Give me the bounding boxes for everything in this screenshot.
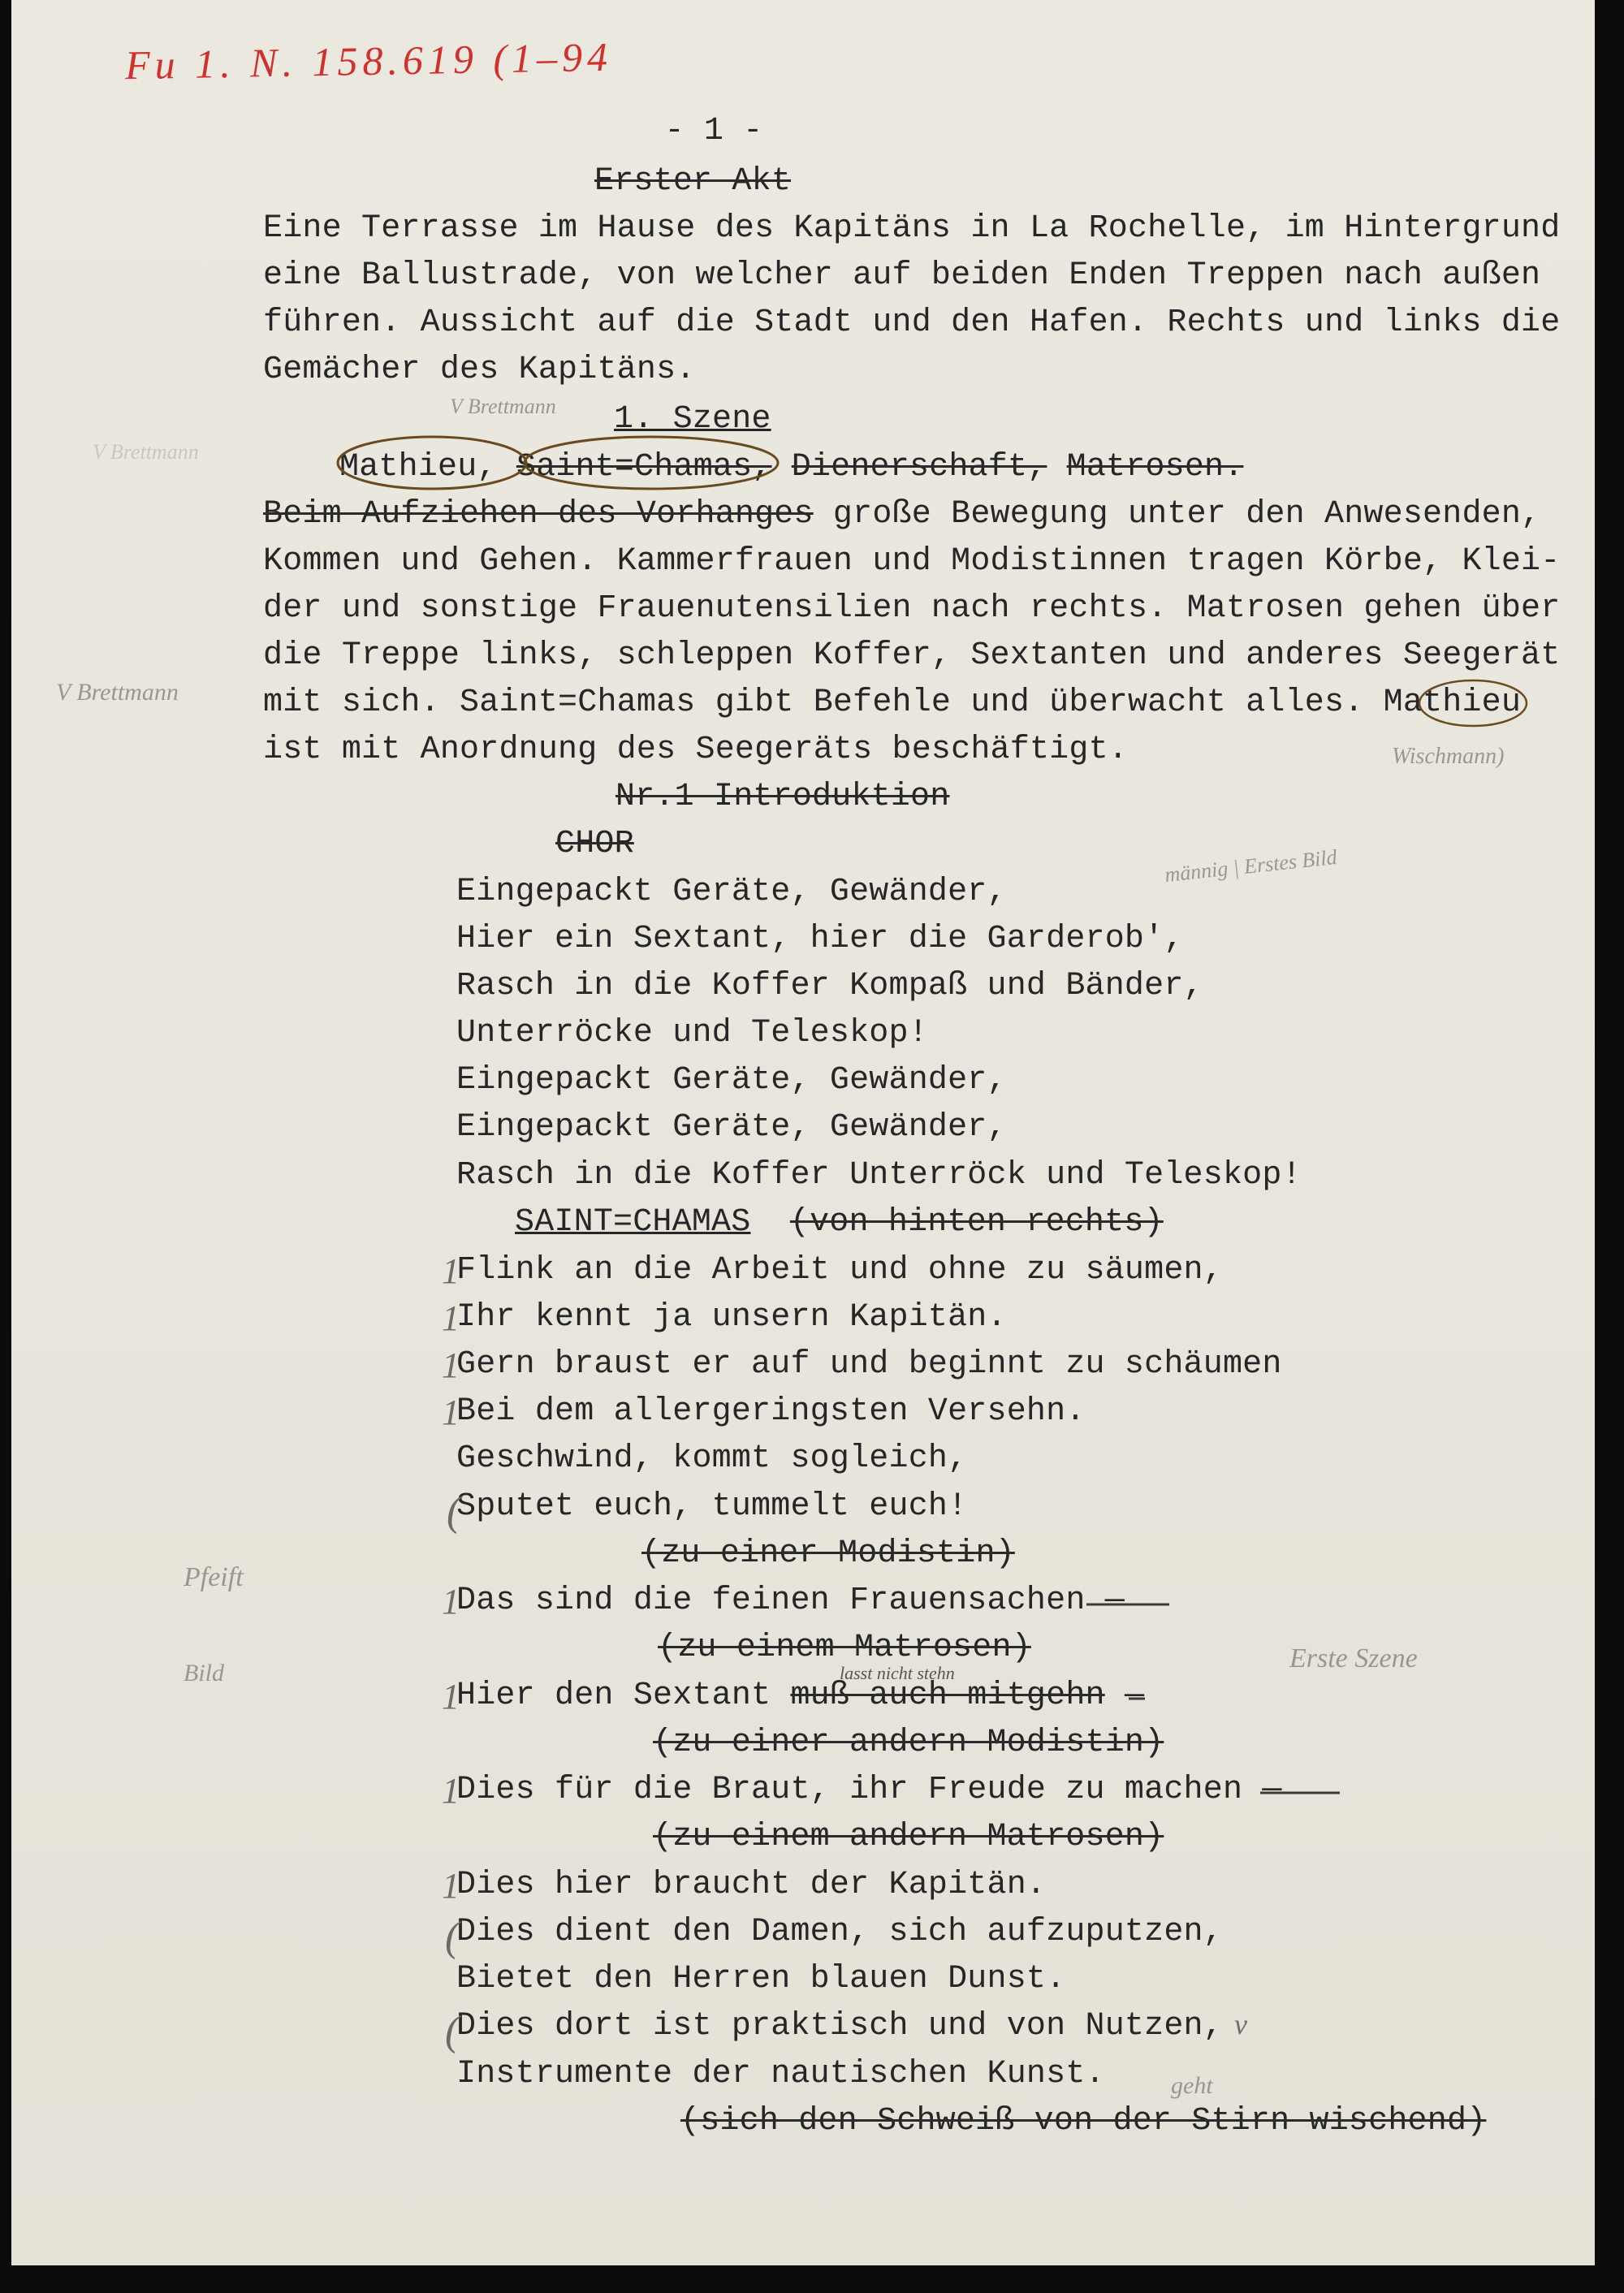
chorus-line: Eingepackt Geräte, Gewänder, — [456, 1109, 1007, 1146]
pencil-note-left-sich: V Brettmann — [56, 679, 179, 706]
margin-tick: 1 — [442, 1677, 460, 1717]
document-page — [11, 0, 1595, 2265]
pencil-note-right-matrosen: Erste Szene — [1289, 1643, 1418, 1673]
pencil-note-right-mathieu: Wischmann) — [1392, 744, 1505, 769]
cast-saint-chamas: Saint=Chamas, — [516, 449, 772, 486]
pencil-note-left-cast: V Brettmann — [93, 440, 199, 464]
margin-tick: 1 — [442, 1582, 460, 1622]
verse-line: Bietet den Herren blauen Dunst. — [456, 1961, 1066, 1997]
scene-direction-line: ist mit Anordnung des Seegeräts beschäftigt. — [263, 732, 1128, 768]
cast-matrosen: Matrosen. — [1066, 449, 1244, 486]
margin-tick: 1 — [442, 1298, 460, 1338]
pencil-note-top-cast: V Brettmann — [450, 395, 556, 418]
margin-bracket: ( — [445, 2008, 460, 2054]
verse-line: Flink an die Arbeit und ohne zu säumen, — [456, 1252, 1223, 1289]
margin-check: v — [1234, 2008, 1247, 2040]
verse-line: Ihr kennt ja unsern Kapitän. — [456, 1299, 1007, 1336]
verse-line: Dies hier braucht der Kapitän. — [456, 1867, 1047, 1903]
chorus-line: Unterröcke und Teleskop! — [456, 1015, 928, 1051]
pencil-note-left-mid2: Bild — [184, 1660, 224, 1686]
circle-mathieu-right — [1419, 680, 1527, 726]
handwritten-markup — [11, 0, 1595, 2265]
circle-saint-chamas — [525, 437, 778, 489]
direction-modistin: (zu einer Modistin) — [641, 1535, 1015, 1572]
margin-tick: 1 — [442, 1771, 460, 1811]
margin-tick: 1 — [442, 1345, 460, 1385]
direction-andere-matrosen: (zu einem andern Matrosen) — [653, 1819, 1164, 1855]
verse-line: Gern braust er auf und beginnt zu schäumen — [456, 1346, 1282, 1383]
verse-line: Dies dort ist praktisch und von Nutzen, — [456, 2008, 1223, 2045]
chorus-line: Eingepackt Geräte, Gewänder, — [456, 874, 1007, 910]
stage-direction-line: eine Ballustrade, von welcher auf beiden Enden Treppen nach außen — [263, 257, 1541, 294]
verse-line: Dies dient den Damen, sich aufzuputzen, — [456, 1914, 1223, 1950]
direction-matrosen: (zu einem Matrosen) — [658, 1630, 1031, 1666]
pencil-note-right-chor: männig | Erstes Bild — [1164, 844, 1338, 887]
cast-dienerschaft: Dienerschaft, — [791, 449, 1047, 486]
saint-chamas-label: SAINT=CHAMAS — [515, 1204, 751, 1241]
scene-title: 1. Szene — [614, 401, 771, 438]
verse-line: Das sind die feinen Frauensachen — — [456, 1583, 1125, 1619]
act-title: Erster Akt — [594, 163, 792, 200]
verse-line: Instrumente der nautischen Kunst. — [456, 2056, 1105, 2092]
margin-bracket: ( — [445, 1914, 460, 1960]
stage-direction-line: führen. Aussicht auf die Stadt und den Hafen. Rechts und links die — [263, 304, 1561, 341]
number-title: Nr.1 Introduktion — [615, 779, 950, 815]
saint-chamas-direction: (von hinten rechts) — [789, 1204, 1164, 1241]
pencil-note-above-sextant: lasst nicht stehn — [840, 1663, 955, 1683]
cast-mathieu: Mathieu, — [339, 449, 497, 486]
margin-tick: 1 — [442, 1251, 460, 1291]
stage-direction-line: Gemächer des Kapitäns. — [263, 352, 696, 388]
scene-direction-line: der und sonstige Frauenutensilien nach rechts. Matrosen gehen über — [263, 590, 1561, 627]
verse-line: Bei dem allergeringsten Versehn. — [456, 1393, 1086, 1430]
margin-bracket: ( — [447, 1488, 461, 1535]
pencil-note-after-kunst: geht — [1171, 2072, 1213, 2099]
direction-andere-modistin: (zu einer andern Modistin) — [653, 1725, 1164, 1761]
chorus-line: Rasch in die Koffer Unterröck und Teleskop! — [456, 1157, 1302, 1194]
verse-line: Geschwind, kommt sogleich, — [456, 1440, 968, 1477]
archive-reference: Fu 1. N. 158.619 (1–94 — [124, 33, 613, 89]
chorus-line: Eingepackt Geräte, Gewänder, — [456, 1062, 1007, 1099]
stage-direction-line: Eine Terrasse im Hause des Kapitäns in La Rochelle, im Hintergrund — [263, 210, 1561, 247]
scene-direction-line: Kommen und Gehen. Kammerfrauen und Modistinnen tragen Körbe, Klei- — [263, 543, 1561, 580]
verse-line: Sputet euch, tummelt euch! — [456, 1488, 968, 1525]
final-direction: (sich den Schweiß von der Stirn wischend) — [680, 2103, 1487, 2140]
chorus-line: Hier ein Sextant, hier die Garderob', — [456, 921, 1184, 957]
scene-direction-line: mit sich. Saint=Chamas gibt Befehle und überwacht alles. Mathieu — [263, 684, 1522, 721]
chorus-label: CHOR — [555, 826, 634, 862]
circle-mathieu — [338, 437, 526, 489]
scene-direction-line: Beim Aufziehen des Vorhanges große Bewegung unter den Anwesenden, — [263, 496, 1541, 533]
margin-tick: 1 — [442, 1393, 460, 1432]
verse-line: Dies für die Braut, ihr Freude zu machen — — [456, 1772, 1282, 1808]
chorus-line: Rasch in die Koffer Kompaß und Bänder, — [456, 968, 1203, 1004]
verse-line-sextant: Hier den Sextant muß auch mitgehn — — [456, 1678, 1145, 1714]
scene-direction-line: die Treppe links, schleppen Koffer, Sextanten und anderes Seegerät — [263, 637, 1561, 674]
page-number: - 1 - — [664, 113, 763, 149]
pencil-note-left-mid1: Pfeift — [184, 1562, 244, 1592]
margin-tick: 1 — [442, 1866, 460, 1906]
